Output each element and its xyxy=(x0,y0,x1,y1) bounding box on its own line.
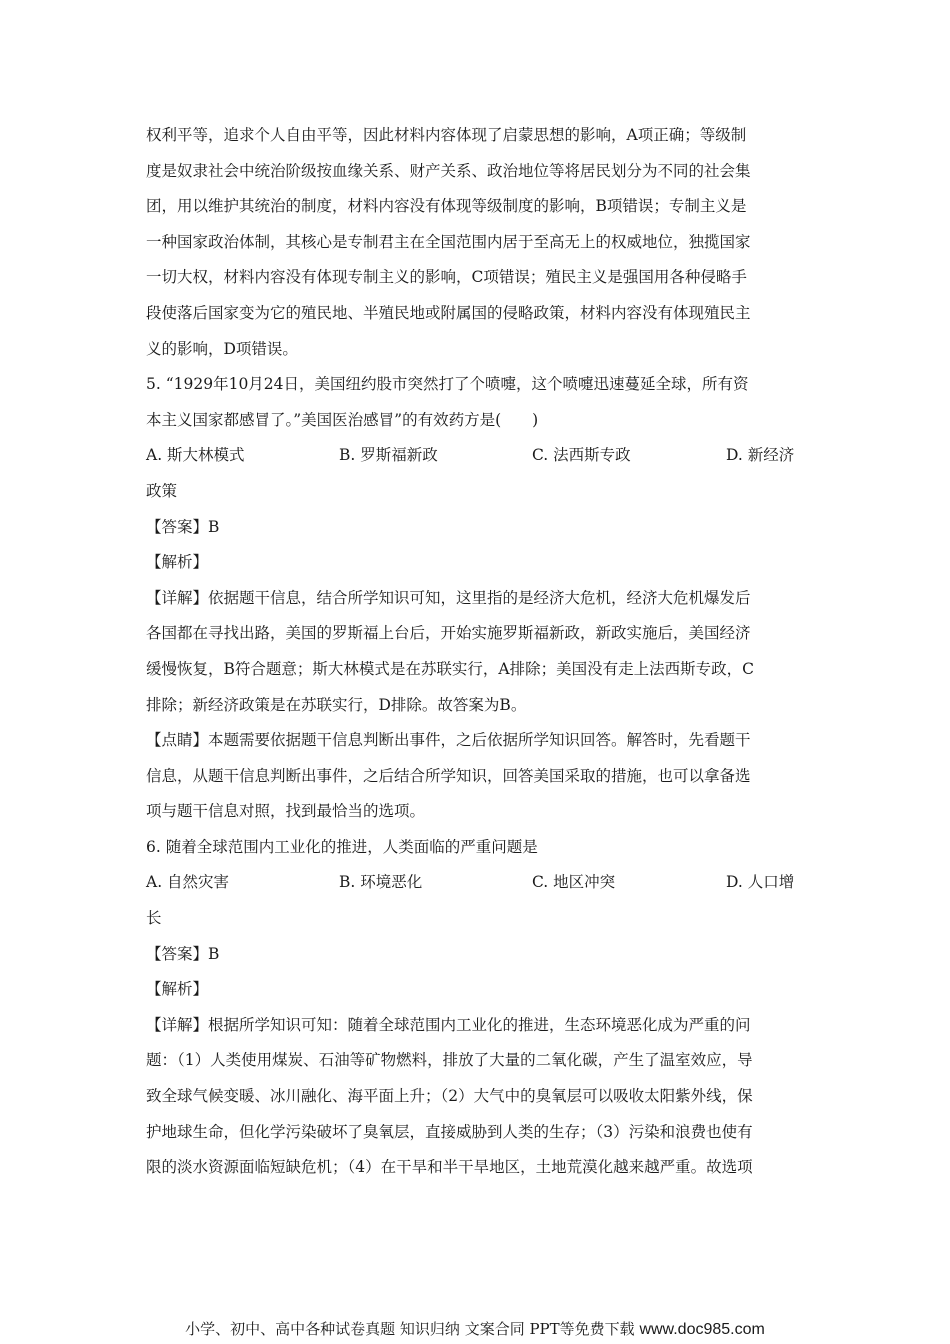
option-a: A. 自然灾害 xyxy=(146,873,230,892)
answer-label: 【答案】B xyxy=(146,944,220,963)
question-5-stem xyxy=(146,367,808,438)
text-line: 护地球生命，但化学污染破坏了臭氧层，直接威胁到人类的生存；（3）污染和浪费也使有 xyxy=(146,1122,753,1141)
question-6-options xyxy=(146,865,808,901)
text-line: 【详解】依据题干信息，结合所学知识可知，这里指的是经济大危机，经济大危机爆发后 xyxy=(146,588,751,607)
text-line: 项与题干信息对照，找到最恰当的选项。 xyxy=(146,802,426,821)
text-line: 6. 随着全球范围内工业化的推进，人类面临的严重问题是 xyxy=(146,837,538,856)
option-wrap-text: 政策 xyxy=(146,481,178,500)
question-6-detail xyxy=(146,1008,808,1186)
text-line: 致全球气候变暖、冰川融化、海平面上升；（2）大气中的臭氧层可以吸收太阳紫外线，保 xyxy=(146,1087,753,1106)
option-a: A. 斯大林模式 xyxy=(146,446,245,465)
intro-paragraph xyxy=(146,118,808,367)
text-line: 义的影响，D项错误。 xyxy=(146,339,298,358)
analysis-label: 【解析】 xyxy=(146,980,209,999)
text-line: 题：（1）人类使用煤炭、石油等矿物燃料，排放了大量的二氧化碳，产生了温室效应，导 xyxy=(146,1051,753,1070)
footer-site-link[interactable]: www.doc985.com xyxy=(639,1321,765,1338)
text-line: 信息，从题干信息判断出事件，之后结合所学知识，回答美国采取的措施，也可以拿备选 xyxy=(146,766,751,785)
option-b: B. 环境恶化 xyxy=(339,873,423,892)
text-line: 一切大权，材料内容没有体现专制主义的影响，C项错误；殖民主义是强国用各种侵略手 xyxy=(146,268,747,287)
document-body xyxy=(146,118,808,1186)
option-wrap-text: 长 xyxy=(146,909,162,928)
option-b: B. 罗斯福新政 xyxy=(339,446,438,465)
text-line: 缓慢恢复，B符合题意；斯大林模式是在苏联实行，A排除；美国没有走上法西斯专政，C xyxy=(146,659,754,678)
text-line: 限的淡水资源面临短缺危机；（4）在干旱和半干旱地区，土地荒漠化越来越严重。故选项 xyxy=(146,1158,753,1177)
page-footer xyxy=(0,1318,950,1341)
text-line: 度是奴隶社会中统治阶级按血缘关系、财产关系、政治地位等将居民划分为不同的社会集 xyxy=(146,161,751,180)
answer-label: 【答案】B xyxy=(146,517,220,536)
text-line: 本主义国家都感冒了。”美国医治感冒”的有效药方是( ) xyxy=(146,410,539,429)
footer-text: 小学、初中、高中各种试卷真题 知识归纳 文案合同 PPT等免费下载 xyxy=(185,1320,635,1338)
question-5-options xyxy=(146,438,808,474)
text-line: 权利平等，追求个人自由平等，因此材料内容体现了启蒙思想的影响，A项正确；等级制 xyxy=(146,126,747,144)
text-line: 一种国家政治体制，其核心是专制君主在全国范围内居于至高无上的权威地位，独揽国家 xyxy=(146,232,751,251)
option-c: C. 法西斯专政 xyxy=(532,446,631,465)
question-6-stem xyxy=(146,830,808,866)
question-5-tip xyxy=(146,723,808,830)
question-5-detail xyxy=(146,581,808,723)
analysis-label: 【解析】 xyxy=(146,553,209,572)
text-line: 【详解】根据所学知识可知：随着全球范围内工业化的推进，生态环境恶化成为严重的问 xyxy=(146,1015,751,1034)
text-line: 5. “1929年10月24日，美国纽约股市突然打了个喷嚏，这个喷嚏迅速蔓延全球，所有资 xyxy=(146,375,749,394)
text-line: 各国都在寻找出路，美国的罗斯福上台后，开始实施罗斯福新政，新政实施后，美国经济 xyxy=(146,624,751,643)
text-line: 排除；新经济政策是在苏联实行，D排除。故答案为B。 xyxy=(146,695,527,714)
text-line: 段使落后国家变为它的殖民地、半殖民地或附属国的侵略政策，材料内容没有体现殖民主 xyxy=(146,303,751,322)
text-line: 团，用以维护其统治的制度，材料内容没有体现等级制度的影响，B项错误；专制主义是 xyxy=(146,197,747,216)
option-d: D. 人口增 xyxy=(726,873,795,892)
option-d: D. 新经济 xyxy=(726,446,795,465)
text-line: 【点睛】本题需要依据题干信息判断出事件，之后依据所学知识回答。解答时，先看题干 xyxy=(146,731,751,750)
option-c: C. 地区冲突 xyxy=(532,873,616,892)
